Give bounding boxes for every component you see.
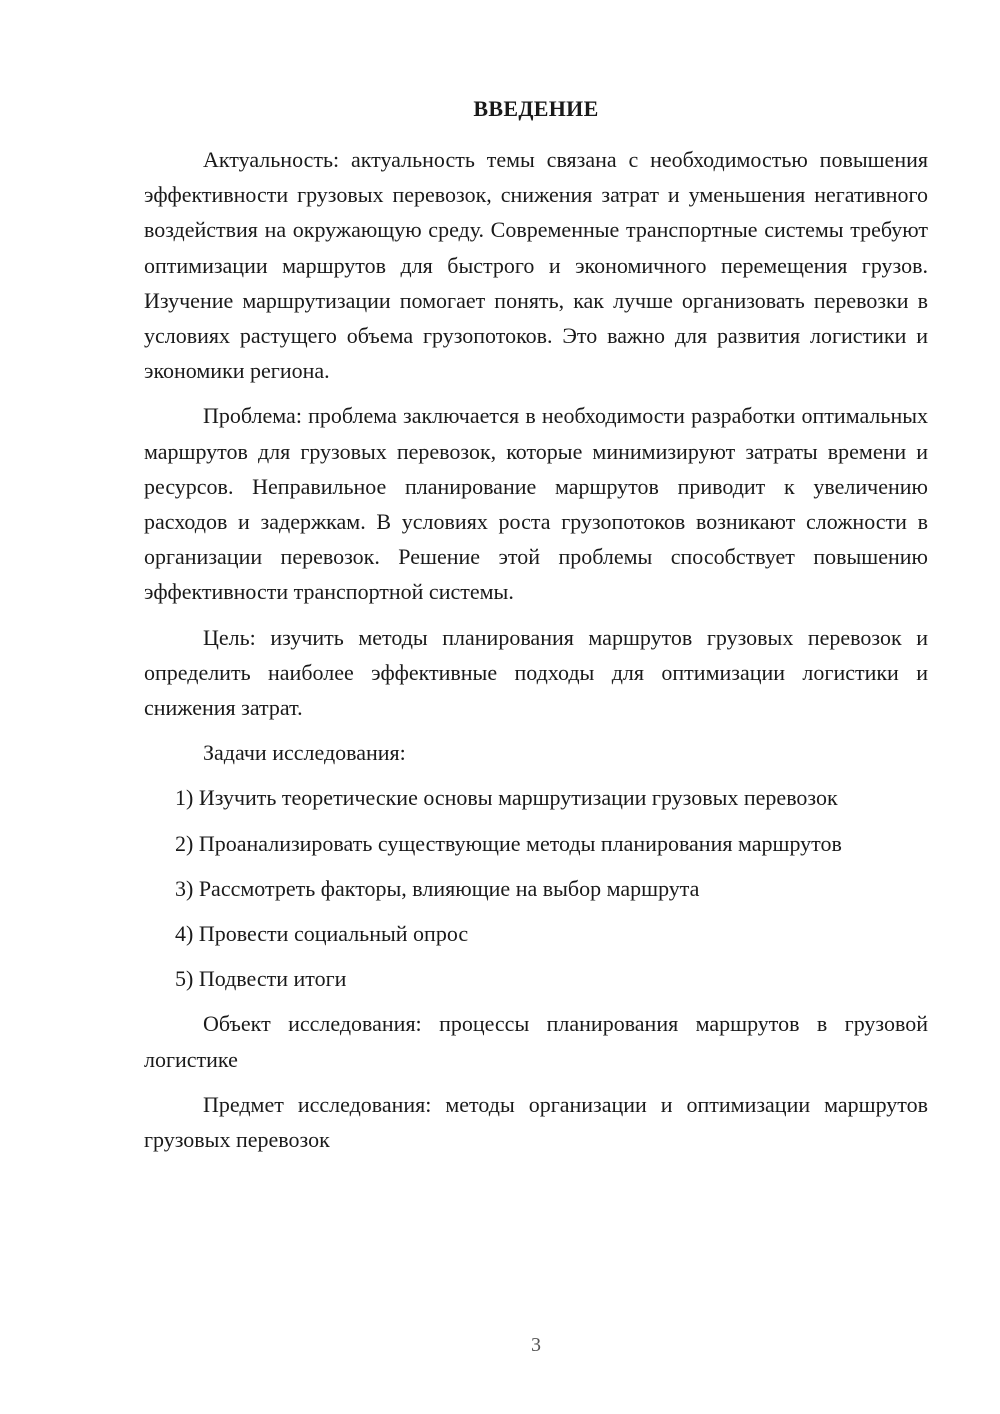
task-item-1: 1) Изучить теоретические основы маршрутизации грузовых перевозок: [175, 785, 838, 811]
relevance-paragraph: Актуальность: актуальность темы связана с необходимостью повышения эффективности грузовых перевозок, снижения затрат и уменьшения негативного воздействия на окружающую среду. Современные транспортные системы требуют оптимизации маршрутов для быстрого и экономичного перемещения грузов. Изучение маршрутизации помогает понять, как лучше организовать перевозки в условиях растущего объема грузопотоков. Это важно для развития логистики и экономики региона.: [144, 147, 928, 384]
task-item-5: 5) Подвести итоги: [175, 966, 347, 992]
subject-paragraph: Предмет исследования: методы организации и оптимизации маршрутов грузовых перевозок: [144, 1091, 928, 1153]
document-body: [144, 142, 928, 1167]
task-item-2: 2) Проанализировать существующие методы планирования маршрутов: [175, 830, 842, 856]
page-number: 3: [531, 1334, 541, 1356]
page-title: ВВЕДЕНИЕ: [473, 96, 599, 121]
problem-paragraph: Проблема: проблема заключается в необходимости разработки оптимальных маршрутов для грузовых перевозок, которые минимизируют затраты времени и ресурсов. Неправильное планирование маршрутов приводит к увеличению расходов и задержкам. В условиях роста грузопотоков возникают сложности в организации перевозок. Решение этой проблемы способствует повышению эффективности транспортной системы.: [144, 403, 928, 605]
object-paragraph: Объект исследования: процессы планирования маршрутов в грузовой логистике: [144, 1011, 928, 1072]
tasks-heading: Задачи исследования:: [203, 740, 406, 766]
goal-paragraph: Цель: изучить методы планирования маршрутов грузовых перевозок и определить наиболее эффективные подходы для оптимизации логистики и снижения затрат.: [144, 624, 928, 721]
task-item-4: 4) Провести социальный опрос: [175, 921, 469, 947]
task-item-3: 3) Рассмотреть факторы, влияющие на выбор маршрута: [175, 875, 700, 901]
